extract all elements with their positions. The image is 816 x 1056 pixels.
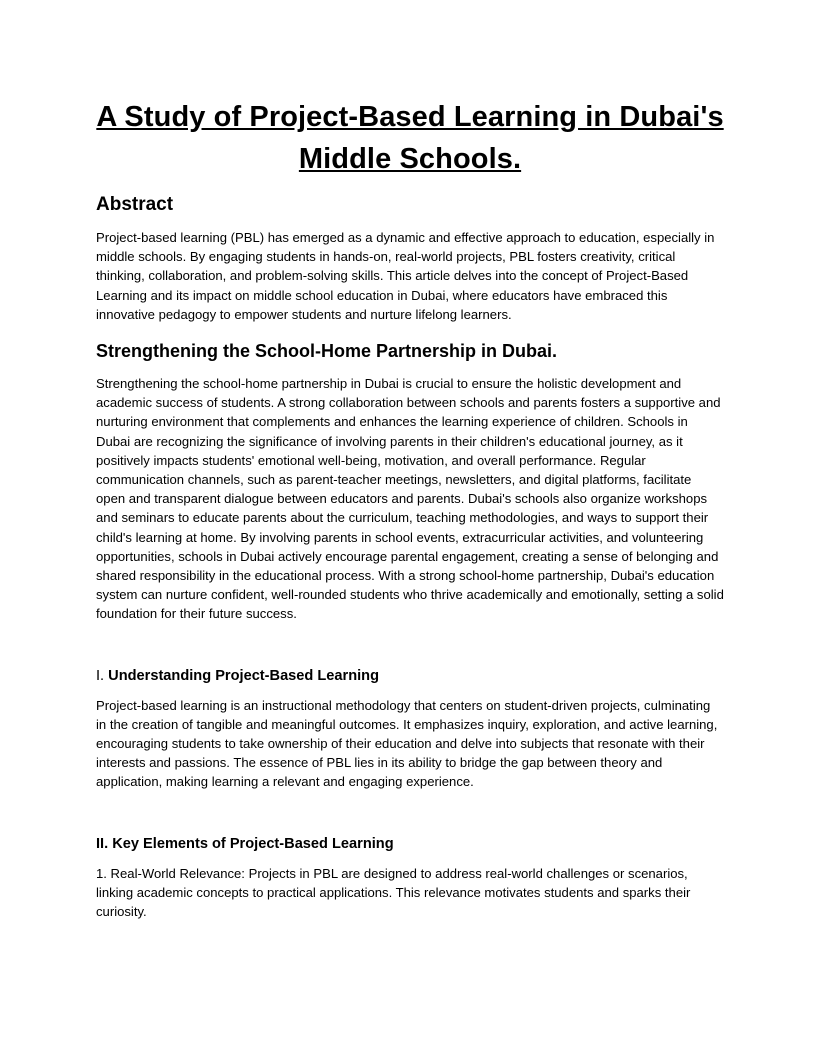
section-2-paragraph: 1. Real-World Relevance: Projects in PBL are designed to address real-world challenges or scenarios, linking academic concepts to practical applications. This relevance motivates students and sparks their curiosity. [96, 865, 691, 920]
section-1-number: I. [96, 667, 105, 684]
section-2-title: II. Key Elements of Project-Based Learning [96, 835, 394, 852]
document-page [96, 96, 724, 921]
abstract-heading: Abstract [96, 194, 174, 215]
section-1-title: Understanding Project-Based Learning [108, 667, 380, 684]
section-2-heading [96, 834, 724, 854]
document-title: A Study of Project-Based Learning in Dubai's Middle Schools. [96, 101, 724, 175]
abstract-paragraph: Project-based learning (PBL) has emerged as a dynamic and effective approach to education, especially in middle schools. By engaging students in hands-on, real-world projects, PBL fosters creativity, critical thinking, collaboration, and problem-solving skills. This article delves into the concept of Project-Based Learning and its impact on middle school education in Dubai, where educators have embraced this innovative pedagogy to empower students and nurture lifelong learners. [96, 230, 715, 322]
partnership-heading: Strengthening the School-Home Partnership in Dubai. [96, 341, 558, 362]
partnership-paragraph: Strengthening the school-home partnership in Dubai is crucial to ensure the holistic development and academic success of students. A strong collaboration between schools and parents fosters a supportive and nurturing environment that complements and enhances the learning experience of children. Schools in Dubai are recognizing the significance of involving parents in their children's educational journey, as it positively impacts students' emotional well-being, motivation, and overall performance. Regular communication channels, such as parent-teacher meetings, newsletters, and digital platforms, facilitate open and transparent dialogue between educators and parents. Dubai's schools also organize workshops and seminars to educate parents about the curriculum, teaching methodologies, and ways to support their child's learning at home. By involving parents in school events, extracurricular activities, and volunteering opportunities, schools in Dubai actively encourage parental engagement, creating a sense of belonging and shared responsibility in the educational process. With a strong school-home partnership, Dubai's education system can nurture confident, well-rounded students who thrive academically and emotionally, setting a solid foundation for their future success. [96, 376, 724, 622]
section-1-paragraph: Project-based learning is an instructional methodology that centers on student-driven projects, culminating in the creation of tangible and meaningful outcomes. It emphasizes inquiry, exploration, and active learning, encouraging students to take ownership of their education and delve into subjects that resonate with their interests and passions. The essence of PBL lies in its ability to bridge the gap between theory and application, making learning a relevant and engaging experience. [96, 697, 718, 790]
section-1-heading [96, 666, 724, 686]
